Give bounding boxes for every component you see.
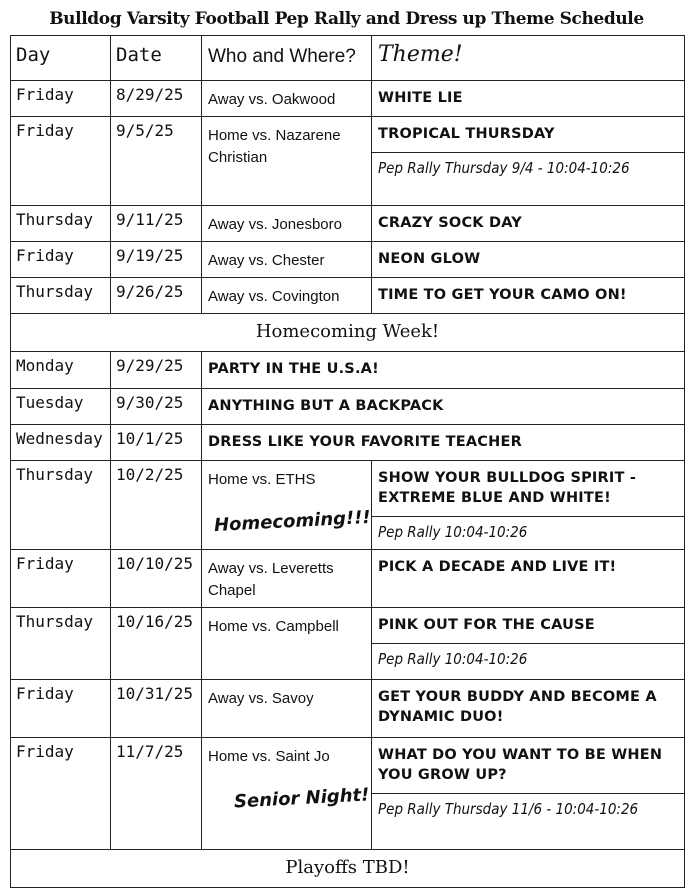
opponent-cell: Home vs. Nazarene Christian bbox=[201, 116, 372, 206]
opponent-cell: Home vs. Saint Jo Senior Night! bbox=[201, 737, 372, 850]
theme-cell: PINK OUT FOR THE CAUSE bbox=[371, 607, 685, 644]
theme-cell: TROPICAL THURSDAY bbox=[371, 116, 685, 153]
section-banner: Playoffs TBD! bbox=[10, 849, 685, 888]
day-cell: Thursday bbox=[10, 607, 111, 680]
date-cell: 9/26/25 bbox=[110, 277, 202, 314]
day-cell: Friday bbox=[10, 737, 111, 850]
theme-cell: NEON GLOW bbox=[371, 241, 685, 278]
date-cell: 10/16/25 bbox=[110, 607, 202, 680]
day-cell: Friday bbox=[10, 549, 111, 608]
opponent-cell: Away vs. Oakwood bbox=[201, 80, 372, 117]
pep-rally-note: Pep Rally Thursday 11/6 - 10:04-10:26 bbox=[371, 793, 685, 850]
opponent-cell: Away vs. Leveretts Chapel bbox=[201, 549, 372, 608]
pep-rally-note: Pep Rally 10:04-10:26 bbox=[371, 516, 685, 550]
date-cell: 11/7/25 bbox=[110, 737, 202, 850]
day-cell: Friday bbox=[10, 116, 111, 206]
theme-cell: ANYTHING BUT A BACKPACK bbox=[201, 388, 685, 425]
date-cell: 10/10/25 bbox=[110, 549, 202, 608]
header-day: Day bbox=[10, 35, 111, 81]
theme-cell: PARTY IN THE U.S.A! bbox=[201, 351, 685, 389]
day-cell: Thursday bbox=[10, 460, 111, 550]
theme-cell: DRESS LIKE YOUR FAVORITE TEACHER bbox=[201, 424, 685, 461]
day-cell: Thursday bbox=[10, 277, 111, 314]
date-cell: 10/2/25 bbox=[110, 460, 202, 550]
header-date: Date bbox=[110, 35, 202, 81]
date-cell: 9/11/25 bbox=[110, 205, 202, 242]
theme-cell: TIME TO GET YOUR CAMO ON! bbox=[371, 277, 685, 314]
day-cell: Wednesday bbox=[10, 424, 111, 461]
theme-cell: WHAT DO YOU WANT TO BE WHEN YOU GROW UP? bbox=[371, 737, 685, 794]
opponent-cell: Away vs. Savoy bbox=[201, 679, 372, 738]
opponent-cell: Away vs. Jonesboro bbox=[201, 205, 372, 242]
date-cell: 9/19/25 bbox=[110, 241, 202, 278]
opponent-cell: Away vs. Covington bbox=[201, 277, 372, 314]
pep-rally-note: Pep Rally Thursday 9/4 - 10:04-10:26 bbox=[371, 152, 685, 206]
day-cell: Monday bbox=[10, 351, 111, 389]
theme-cell: GET YOUR BUDDY AND BECOME A DYNAMIC DUO! bbox=[371, 679, 685, 738]
header-who: Who and Where? bbox=[201, 35, 372, 81]
pep-rally-note: Pep Rally 10:04-10:26 bbox=[371, 643, 685, 680]
day-cell: Friday bbox=[10, 80, 111, 117]
theme-cell: SHOW YOUR BULLDOG SPIRIT - EXTREME BLUE AND WHITE! bbox=[371, 460, 685, 517]
schedule-table bbox=[10, 35, 684, 887]
theme-cell: CRAZY SOCK DAY bbox=[371, 205, 685, 242]
special-event-label: Senior Night! bbox=[233, 784, 370, 813]
day-cell: Friday bbox=[10, 241, 111, 278]
date-cell: 9/29/25 bbox=[110, 351, 202, 389]
opponent-cell: Home vs. Campbell bbox=[201, 607, 372, 680]
theme-cell: PICK A DECADE AND LIVE IT! bbox=[371, 549, 685, 608]
opponent-cell: Home vs. ETHS Homecoming!!! bbox=[201, 460, 372, 550]
day-cell: Thursday bbox=[10, 205, 111, 242]
date-cell: 10/1/25 bbox=[110, 424, 202, 461]
page-title: Bulldog Varsity Football Pep Rally and Dress up Theme Schedule bbox=[49, 9, 644, 29]
theme-cell: WHITE LIE bbox=[371, 80, 685, 117]
day-cell: Tuesday bbox=[10, 388, 111, 425]
header-theme: Theme! bbox=[371, 35, 685, 81]
date-cell: 10/31/25 bbox=[110, 679, 202, 738]
special-event-label: Homecoming!!! bbox=[213, 506, 372, 537]
date-cell: 9/30/25 bbox=[110, 388, 202, 425]
date-cell: 8/29/25 bbox=[110, 80, 202, 117]
date-cell: 9/5/25 bbox=[110, 116, 202, 206]
day-cell: Friday bbox=[10, 679, 111, 738]
section-banner: Homecoming Week! bbox=[10, 313, 685, 352]
opponent-cell: Away vs. Chester bbox=[201, 241, 372, 278]
